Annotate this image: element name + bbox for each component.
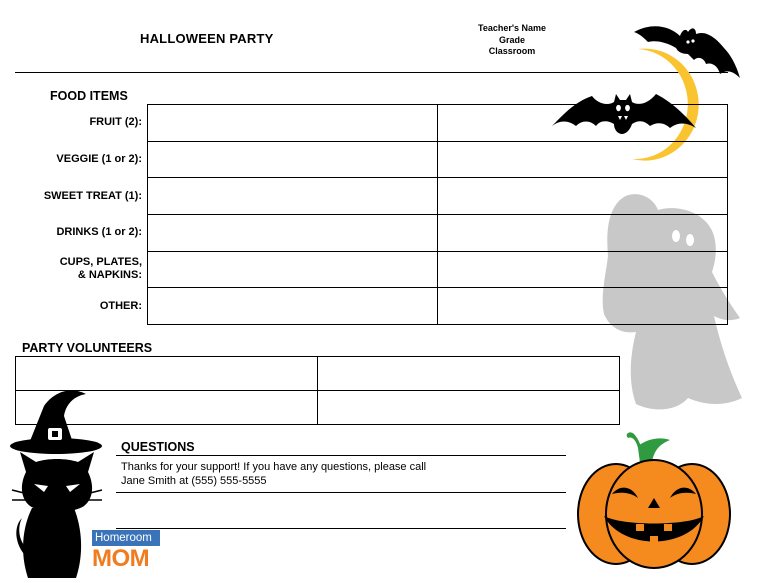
food-items-heading: FOOD ITEMS [50,89,128,103]
row-label: VEGGIE (1 or 2): [56,152,142,165]
row-label-line: CUPS, PLATES, [59,256,142,269]
volunteer-entry-field[interactable] [16,357,318,391]
questions-divider [116,492,566,493]
food-entry-field[interactable] [438,214,728,251]
row-label: DRINKS (1 or 2): [56,226,142,239]
teacher-info [462,23,562,58]
food-items-table [15,104,728,325]
food-entry-field[interactable] [148,251,438,288]
food-entry-field[interactable] [438,251,728,288]
logo-top-text: Homeroom [92,530,160,546]
row-label-line: & NAPKINS: [77,269,142,282]
table-row [15,251,728,288]
questions-divider [116,455,566,456]
volunteer-entry-field[interactable] [318,391,620,425]
classroom: Classroom [488,46,536,56]
grade: Grade [498,34,525,45]
table-row [15,178,728,215]
party-volunteers-heading: PARTY VOLUNTEERS [22,341,153,355]
questions-text-line: Jane Smith at (555) 555-5555 [121,475,267,487]
questions-divider [116,528,566,529]
logo-bottom-text: MOM [92,545,150,572]
food-entry-field[interactable] [148,178,438,215]
page-title: HALLOWEEN PARTY [140,31,274,46]
table-row [15,214,728,251]
questions-text [121,460,561,488]
food-entry-field[interactable] [438,178,728,215]
bat-icon [632,20,742,80]
food-entry-field[interactable] [438,288,728,325]
jack-o-lantern-icon [576,428,732,568]
food-entry-field[interactable] [148,141,438,178]
table-row [16,357,620,391]
row-label: OTHER: [99,299,142,312]
questions-text-line: Thanks for your support! If you have any questions, please call [121,461,427,473]
row-label [15,251,148,288]
homeroom-mom-logo [92,530,164,572]
table-row [15,105,728,142]
food-entry-field[interactable] [148,214,438,251]
food-entry-field[interactable] [148,288,438,325]
volunteer-entry-field[interactable] [318,357,620,391]
questions-heading: QUESTIONS [121,440,195,454]
food-entry-field[interactable] [438,141,728,178]
row-label: SWEET TREAT (1): [43,189,142,202]
food-entry-field[interactable] [148,105,438,142]
table-row [15,141,728,178]
food-entry-field[interactable] [438,105,728,142]
row-label: FRUIT (2): [89,116,142,129]
table-row [15,288,728,325]
teacher-name: Teacher's Name [477,23,546,33]
